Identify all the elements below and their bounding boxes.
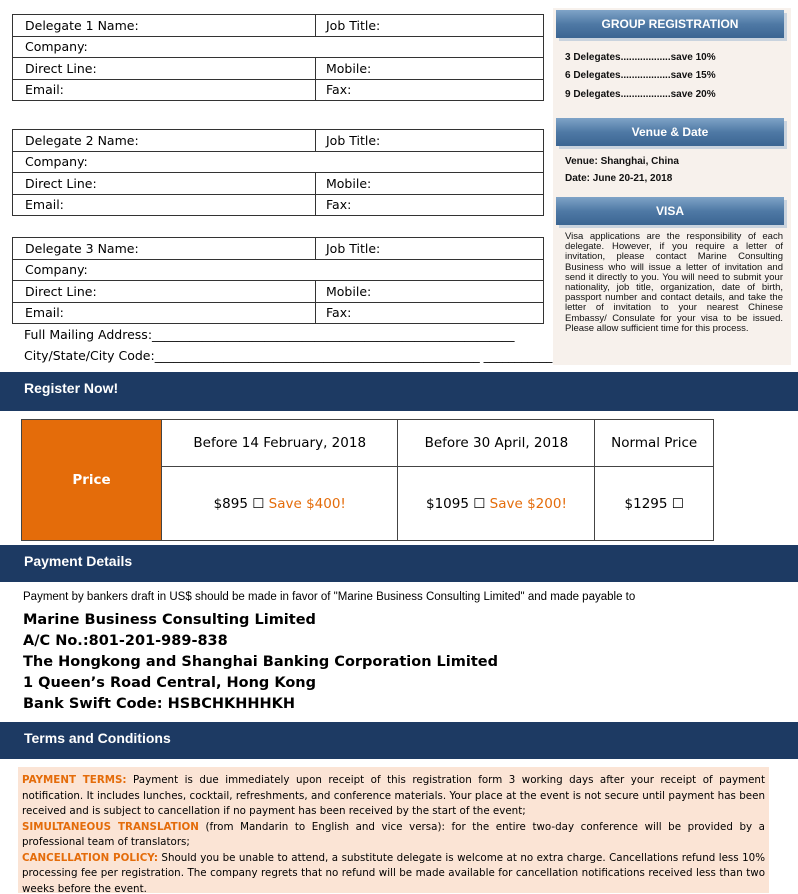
- savings-text: Save $200!: [489, 495, 567, 512]
- price-checkbox[interactable]: ☐: [671, 495, 684, 512]
- fax-field[interactable]: Fax:: [316, 79, 544, 101]
- mailing-address-field[interactable]: Full Mailing Address:__________________________________________________________: [24, 327, 515, 342]
- payment-terms-key: PAYMENT TERMS:: [22, 774, 127, 786]
- price-header-mid: Before 30 April, 2018: [398, 420, 595, 467]
- terms-bar: [0, 722, 798, 759]
- group-discount-item: 6 Delegates..................save 15%: [565, 70, 716, 81]
- cancellation-text: Should you be unable to attend, a substitute delegate is welcome at no extra charge. Cancellations refund less 10% processing fee per registration. The company regrets that no refund will be made available for cancellation notifications received less than two weeks before the event.: [22, 851, 766, 894]
- price-header-early: Before 14 February, 2018: [162, 420, 398, 467]
- bank-line: Bank Swift Code: HSBCHKHHHKH: [23, 696, 296, 712]
- group-discount-item: 9 Delegates..................save 20%: [565, 89, 716, 100]
- price-checkbox[interactable]: ☐: [252, 495, 265, 512]
- direct-line-field[interactable]: Direct Line:: [13, 281, 316, 303]
- delegate-name-field[interactable]: Delegate 1 Name:: [13, 15, 316, 37]
- delegate-2-table: [12, 129, 544, 216]
- cancellation-key: CANCELLATION POLICY:: [22, 851, 158, 864]
- price-option-mid[interactable]: [398, 467, 595, 541]
- date-text: Date: June 20-21, 2018: [565, 173, 673, 184]
- price-option-normal[interactable]: [595, 467, 714, 541]
- group-registration-header: GROUP REGISTRATION: [556, 10, 784, 38]
- savings-text: Save $400!: [268, 495, 346, 512]
- email-field[interactable]: Email:: [13, 302, 316, 324]
- email-field[interactable]: Email:: [13, 79, 316, 101]
- price-value: $895: [213, 495, 248, 512]
- price-option-early[interactable]: [162, 467, 398, 541]
- venue-date-header: Venue & Date: [556, 118, 784, 146]
- job-title-field[interactable]: Job Title:: [316, 238, 544, 260]
- payment-details-title: Payment Details: [24, 553, 133, 569]
- job-title-field[interactable]: Job Title:: [316, 15, 544, 37]
- fax-field[interactable]: Fax:: [316, 302, 544, 324]
- mobile-field[interactable]: Mobile:: [316, 58, 544, 80]
- venue-text: Venue: Shanghai, China: [565, 156, 679, 167]
- city-code-field[interactable]: City/State/City Code:____________________________________________________ ___________: [24, 348, 553, 363]
- delegate-3-table: [12, 237, 544, 324]
- price-value: $1295: [624, 495, 668, 512]
- price-label-cell: Price: [22, 420, 162, 541]
- job-title-field[interactable]: Job Title:: [316, 130, 544, 152]
- register-now-title: Register Now!: [24, 380, 119, 396]
- payment-terms-text: Payment is due immediately upon receipt of this registration form 3 working days after your receipt of payment notification. It includes lunches, cocktail, refreshments, and conference materials. Your place at the event is not secure until payment has been received and is subject to cancellation if no payment has been received by the start of the event;: [22, 774, 765, 817]
- bank-line: Marine Business Consulting Limited: [23, 612, 316, 628]
- terms-box: [18, 767, 769, 893]
- bank-line: A/C No.:801-201-989-838: [23, 633, 228, 649]
- delegate-1-table: [12, 14, 544, 101]
- price-checkbox[interactable]: ☐: [473, 495, 486, 512]
- delegate-name-field[interactable]: Delegate 3 Name:: [13, 238, 316, 260]
- bank-line: 1 Queen’s Road Central, Hong Kong: [23, 675, 316, 691]
- translation-key: SIMULTANEOUS TRANSLATION: [22, 820, 199, 833]
- terms-title: Terms and Conditions: [24, 730, 171, 746]
- visa-header: VISA: [556, 197, 784, 225]
- fax-field[interactable]: Fax:: [316, 194, 544, 216]
- visa-info-text: Visa applications are the responsibility of each delegate. However, if you require a letter of invitation, please contact Marine Consulting Business who will issue a letter of invitation and send it directly to you. You will need to submit your nationality, job title, organization, date of birth, passport number and contact details, and take the letter of invitation to your nearest Chinese Embassy/ Consulate for your visa to be issued. Please allow sufficient time for this process.: [565, 231, 783, 334]
- direct-line-field[interactable]: Direct Line:: [13, 173, 316, 195]
- group-discount-item: 3 Delegates..................save 10%: [565, 52, 716, 63]
- mobile-field[interactable]: Mobile:: [316, 281, 544, 303]
- email-field[interactable]: Email:: [13, 194, 316, 216]
- price-table: [21, 419, 714, 541]
- delegate-name-field[interactable]: Delegate 2 Name:: [13, 130, 316, 152]
- company-field[interactable]: Company:: [13, 151, 544, 173]
- direct-line-field[interactable]: Direct Line:: [13, 58, 316, 80]
- company-field[interactable]: Company:: [13, 259, 544, 281]
- company-field[interactable]: Company:: [13, 36, 544, 58]
- bank-details: [23, 610, 498, 715]
- price-header-normal: Normal Price: [595, 420, 714, 467]
- payment-intro-text: Payment by bankers draft in US$ should be made in favor of "Marine Business Consulting Limited" and made payable to: [23, 591, 636, 603]
- price-value: $1095: [426, 495, 469, 512]
- bank-line: The Hongkong and Shanghai Banking Corporation Limited: [23, 654, 498, 670]
- payment-details-bar: [0, 545, 798, 582]
- translation-text: (from Mandarin to English and vice versa): for the entire two-day conference will be provided by a professional team of translators;: [22, 820, 765, 848]
- register-now-bar: [0, 372, 798, 411]
- mobile-field[interactable]: Mobile:: [316, 173, 544, 195]
